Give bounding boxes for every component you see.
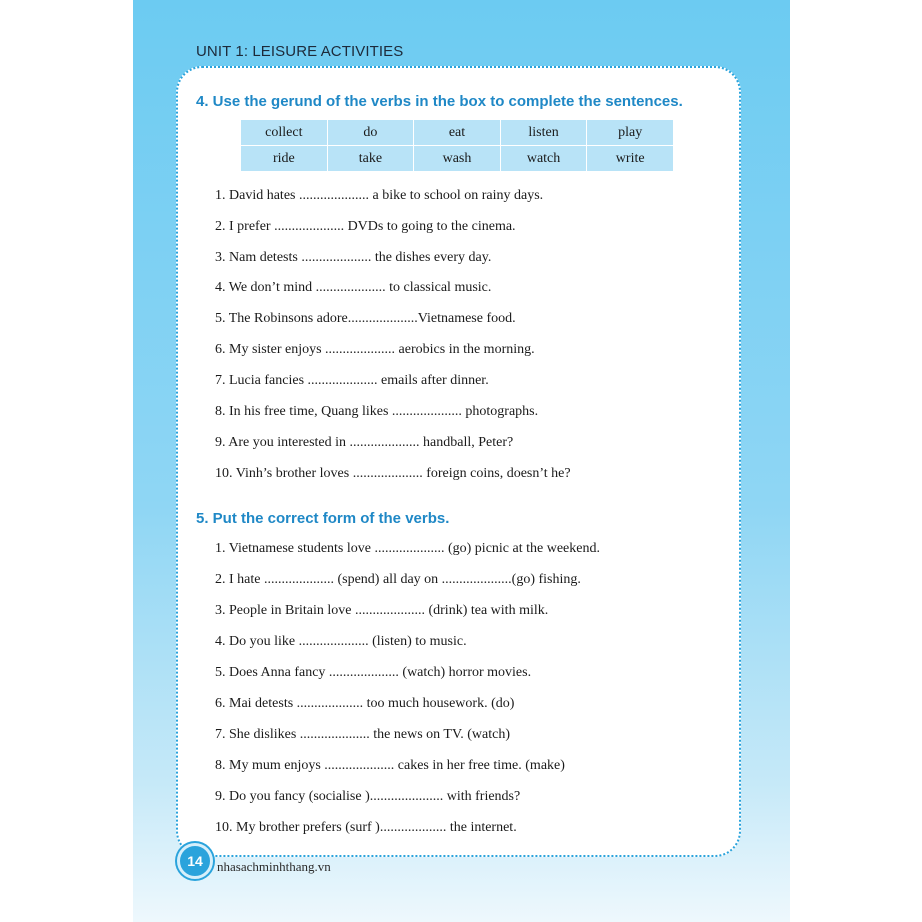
verb-cell: ride [241, 146, 327, 171]
exercise-4-item: 7. Lucia fancies .................... emails after dinner. [215, 373, 489, 388]
exercise-4-item: 2. I prefer .................... DVDs to going to the cinema. [215, 219, 516, 234]
verb-cell: write [587, 146, 673, 171]
exercise-5-item: 2. I hate .................... (spend) all day on ....................(go) fishing. [215, 572, 581, 587]
footer-site: nhasachminhthang.vn [217, 859, 331, 874]
exercise-4-item: 5. The Robinsons adore....................Vietnamese food. [215, 311, 516, 326]
unit-title: UNIT 1: LEISURE ACTIVITIES [196, 43, 404, 60]
verb-cell: collect [241, 120, 327, 145]
exercise-5-item: 3. People in Britain love .................... (drink) tea with milk. [215, 603, 549, 618]
verb-cell: take [328, 146, 414, 171]
exercise-5-heading: 5. Put the correct form of the verbs. [196, 510, 450, 527]
verb-cell: watch [501, 146, 587, 171]
exercise-5-item: 10. My brother prefers (surf )................... the internet. [215, 820, 517, 835]
verb-cell: wash [414, 146, 500, 171]
verb-cell: eat [414, 120, 500, 145]
exercise-4-item: 8. In his free time, Quang likes .................... photographs. [215, 404, 539, 419]
verb-cell: do [328, 120, 414, 145]
exercise-5-item: 7. She dislikes .................... the news on TV. (watch) [215, 727, 511, 742]
exercise-4-item: 9. Are you interested in .................... handball, Peter? [215, 435, 514, 450]
exercise-5-item: 8. My mum enjoys .................... cakes in her free time. (make) [215, 758, 565, 773]
verb-box-row [241, 146, 673, 171]
exercise-5-item: 5. Does Anna fancy .................... (watch) horror movies. [215, 665, 532, 680]
verb-cell: listen [501, 120, 587, 145]
exercise-4-item: 3. Nam detests .................... the dishes every day. [215, 250, 492, 265]
exercise-4-item: 10. Vinh’s brother loves .................... foreign coins, doesn’t he? [215, 466, 571, 481]
page-number-badge: 14 [177, 843, 213, 879]
exercise-5-item: 6. Mai detests ................... too much housework. (do) [215, 696, 515, 711]
exercise-4-heading: 4. Use the gerund of the verbs in the box to complete the sentences. [196, 93, 683, 110]
verb-box [240, 119, 674, 172]
exercise-4-item: 4. We don’t mind .................... to classical music. [215, 280, 492, 295]
exercise-5-item: 1. Vietnamese students love .................... (go) picnic at the weekend. [215, 541, 600, 556]
exercise-5-item: 4. Do you like .................... (listen) to music. [215, 634, 467, 649]
exercise-5-item: 9. Do you fancy (socialise )..................... with friends? [215, 789, 521, 804]
verb-box-row [241, 120, 673, 145]
verb-cell: play [587, 120, 673, 145]
exercise-4-item: 1. David hates .................... a bike to school on rainy days. [215, 188, 544, 203]
exercise-4-item: 6. My sister enjoys .................... aerobics in the morning. [215, 342, 535, 357]
